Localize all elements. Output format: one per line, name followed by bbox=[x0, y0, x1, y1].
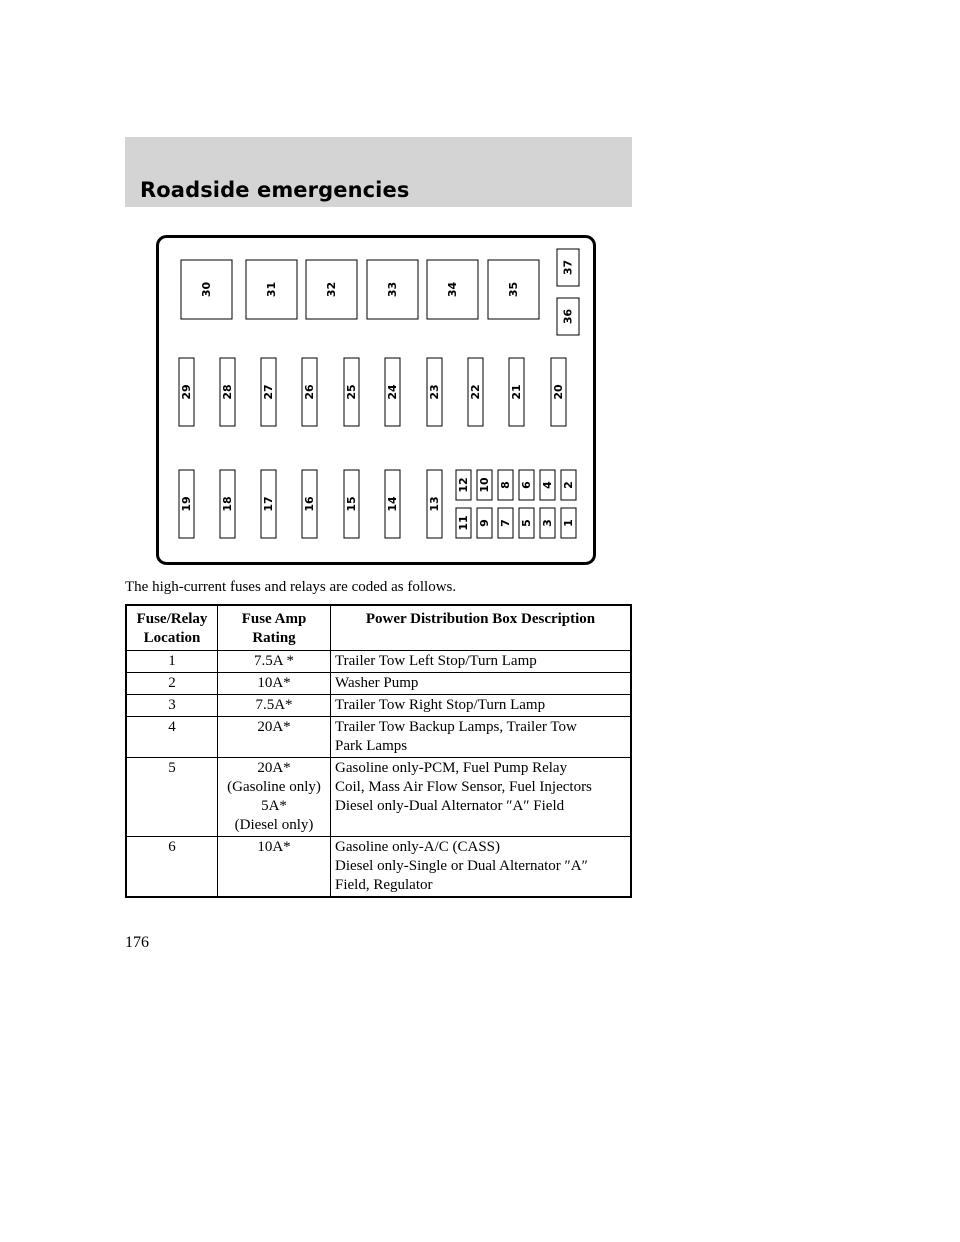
cell-description-line: Diesel only-Dual Alternator ″A″ Field bbox=[335, 798, 565, 814]
cell-location: 2 bbox=[126, 673, 218, 695]
fuse-box-svg bbox=[156, 235, 596, 565]
cell-description bbox=[331, 651, 632, 673]
fuse-label: 32 bbox=[325, 281, 338, 298]
fuse-36 bbox=[557, 298, 579, 335]
cell-amp bbox=[218, 695, 331, 717]
cell-description-line: Diesel only-Single or Dual Alternator ″A″ bbox=[335, 858, 588, 874]
fuse-label: 28 bbox=[221, 384, 234, 400]
fuse-label: 34 bbox=[446, 281, 459, 298]
fuse-27 bbox=[261, 358, 276, 426]
table-header-row bbox=[126, 605, 631, 651]
header-amp-line: Fuse Amp bbox=[241, 611, 307, 627]
fuse-11 bbox=[456, 508, 471, 538]
table-row bbox=[126, 651, 631, 673]
cell-amp bbox=[218, 837, 331, 898]
cell-description bbox=[331, 695, 632, 717]
fuse-label: 12 bbox=[457, 477, 470, 493]
fuse-20 bbox=[551, 358, 566, 426]
fuse-7 bbox=[498, 508, 513, 538]
section-title: Roadside emergencies bbox=[140, 178, 410, 202]
fuse-26 bbox=[302, 358, 317, 426]
fuse-table bbox=[125, 604, 632, 898]
cell-description-line: Gasoline only-A/C (CASS) bbox=[335, 839, 500, 855]
table-row bbox=[126, 717, 631, 758]
fuse-23 bbox=[427, 358, 442, 426]
cell-location: 1 bbox=[126, 651, 218, 673]
fuse-35 bbox=[488, 260, 539, 319]
fuse-13 bbox=[427, 470, 442, 538]
fuse-label: 29 bbox=[180, 384, 193, 400]
cell-description-line: Park Lamps bbox=[335, 738, 408, 754]
page-number: 176 bbox=[125, 934, 149, 951]
cell-description-line: Trailer Tow Left Stop/Turn Lamp bbox=[335, 653, 537, 669]
fuse-label: 20 bbox=[552, 384, 565, 400]
cell-description-line: Gasoline only-PCM, Fuel Pump Relay bbox=[335, 760, 568, 776]
header-location-line: Location bbox=[143, 630, 201, 646]
cell-amp-line: 5A* bbox=[261, 798, 287, 814]
fuse-24 bbox=[385, 358, 400, 426]
fuse-label: 31 bbox=[265, 281, 278, 298]
fuse-label: 17 bbox=[262, 496, 275, 512]
fuse-30 bbox=[181, 260, 232, 319]
fuse-12 bbox=[456, 470, 471, 500]
fuse-label: 22 bbox=[469, 384, 482, 400]
fuse-label: 2 bbox=[562, 481, 575, 489]
fuse-18 bbox=[220, 470, 235, 538]
fuse-17 bbox=[261, 470, 276, 538]
cell-description-line: Coil, Mass Air Flow Sensor, Fuel Injectors bbox=[335, 779, 592, 795]
fuse-label: 11 bbox=[457, 515, 470, 531]
cell-amp-line: (Diesel only) bbox=[234, 817, 314, 833]
cell-location: 6 bbox=[126, 837, 218, 898]
cell-amp bbox=[218, 673, 331, 695]
fuse-label: 7 bbox=[499, 519, 512, 527]
fuse-label: 3 bbox=[541, 519, 554, 527]
fuse-label: 36 bbox=[561, 308, 575, 325]
cell-amp bbox=[218, 717, 331, 758]
fuse-22 bbox=[468, 358, 483, 426]
fuse-3 bbox=[540, 508, 555, 538]
fuse-label: 8 bbox=[499, 481, 512, 489]
fuse-label: 27 bbox=[262, 384, 275, 400]
table-row bbox=[126, 673, 631, 695]
fuse-label: 1 bbox=[562, 519, 575, 527]
fuse-box-diagram bbox=[156, 235, 596, 565]
cell-amp-line: (Gasoline only) bbox=[227, 779, 321, 795]
fuse-16 bbox=[302, 470, 317, 538]
fuse-33 bbox=[367, 260, 418, 319]
fuse-9 bbox=[477, 508, 492, 538]
fuse-15 bbox=[344, 470, 359, 538]
fuse-label: 19 bbox=[180, 496, 193, 512]
header-amp bbox=[218, 605, 331, 651]
cell-amp-line: 10A* bbox=[257, 839, 291, 855]
fuse-label: 13 bbox=[428, 496, 441, 512]
fuse-label: 25 bbox=[345, 384, 358, 400]
fuse-label: 15 bbox=[345, 496, 358, 512]
fuse-37 bbox=[557, 249, 579, 286]
cell-amp bbox=[218, 651, 331, 673]
fuse-label: 35 bbox=[507, 281, 520, 298]
cell-amp-line: 20A* bbox=[257, 719, 291, 735]
fuse-19 bbox=[179, 470, 194, 538]
fuse-label: 14 bbox=[386, 496, 399, 512]
cell-description bbox=[331, 837, 632, 898]
cell-amp bbox=[218, 758, 331, 837]
fuse-label: 21 bbox=[510, 384, 523, 400]
table-row bbox=[126, 758, 631, 837]
intro-text: The high-current fuses and relays are coded as follows. bbox=[125, 579, 457, 595]
fuse-14 bbox=[385, 470, 400, 538]
fuse-label: 37 bbox=[561, 259, 575, 276]
cell-description-line: Washer Pump bbox=[335, 675, 419, 691]
fuse-2 bbox=[561, 470, 576, 500]
fuse-29 bbox=[179, 358, 194, 426]
fuse-label: 16 bbox=[303, 496, 316, 512]
fuse-21 bbox=[509, 358, 524, 426]
fuse-34 bbox=[427, 260, 478, 319]
table-row bbox=[126, 837, 631, 898]
table-row bbox=[126, 695, 631, 717]
cell-description-line: Trailer Tow Right Stop/Turn Lamp bbox=[335, 697, 546, 713]
header-location-line: Fuse/Relay bbox=[136, 611, 208, 627]
section-header-band bbox=[125, 137, 632, 207]
fuse-10 bbox=[477, 470, 492, 500]
fuse-label: 6 bbox=[520, 481, 533, 489]
fuse-28 bbox=[220, 358, 235, 426]
fuse-31 bbox=[246, 260, 297, 319]
fuse-1 bbox=[561, 508, 576, 538]
cell-description bbox=[331, 758, 632, 837]
cell-location: 3 bbox=[126, 695, 218, 717]
cell-description-line: Trailer Tow Backup Lamps, Trailer Tow bbox=[335, 719, 577, 735]
cell-location: 4 bbox=[126, 717, 218, 758]
fuse-4 bbox=[540, 470, 555, 500]
fuse-label: 33 bbox=[386, 281, 399, 298]
fuse-label: 30 bbox=[200, 281, 213, 298]
fuse-label: 10 bbox=[478, 477, 491, 493]
cell-amp-line: 10A* bbox=[257, 675, 291, 691]
fuse-label: 18 bbox=[221, 496, 234, 512]
cell-description bbox=[331, 673, 632, 695]
cell-amp-line: 7.5A* bbox=[255, 697, 293, 713]
fuse-5 bbox=[519, 508, 534, 538]
cell-location: 5 bbox=[126, 758, 218, 837]
fuse-label: 4 bbox=[541, 481, 554, 489]
cell-amp-line: 20A* bbox=[257, 760, 291, 776]
header-location bbox=[126, 605, 218, 651]
fuse-label: 24 bbox=[386, 384, 399, 400]
fuse-25 bbox=[344, 358, 359, 426]
fuse-8 bbox=[498, 470, 513, 500]
header-description: Power Distribution Box Description bbox=[331, 605, 632, 651]
fuse-6 bbox=[519, 470, 534, 500]
fuse-label: 9 bbox=[478, 519, 491, 527]
fuse-label: 26 bbox=[303, 384, 316, 400]
fuse-32 bbox=[306, 260, 357, 319]
fuse-label: 5 bbox=[520, 519, 533, 527]
cell-amp-line: 7.5A * bbox=[253, 653, 294, 669]
cell-description-line: Field, Regulator bbox=[335, 877, 433, 893]
header-amp-line: Rating bbox=[252, 630, 296, 646]
fuse-label: 23 bbox=[428, 384, 441, 400]
cell-description bbox=[331, 717, 632, 758]
